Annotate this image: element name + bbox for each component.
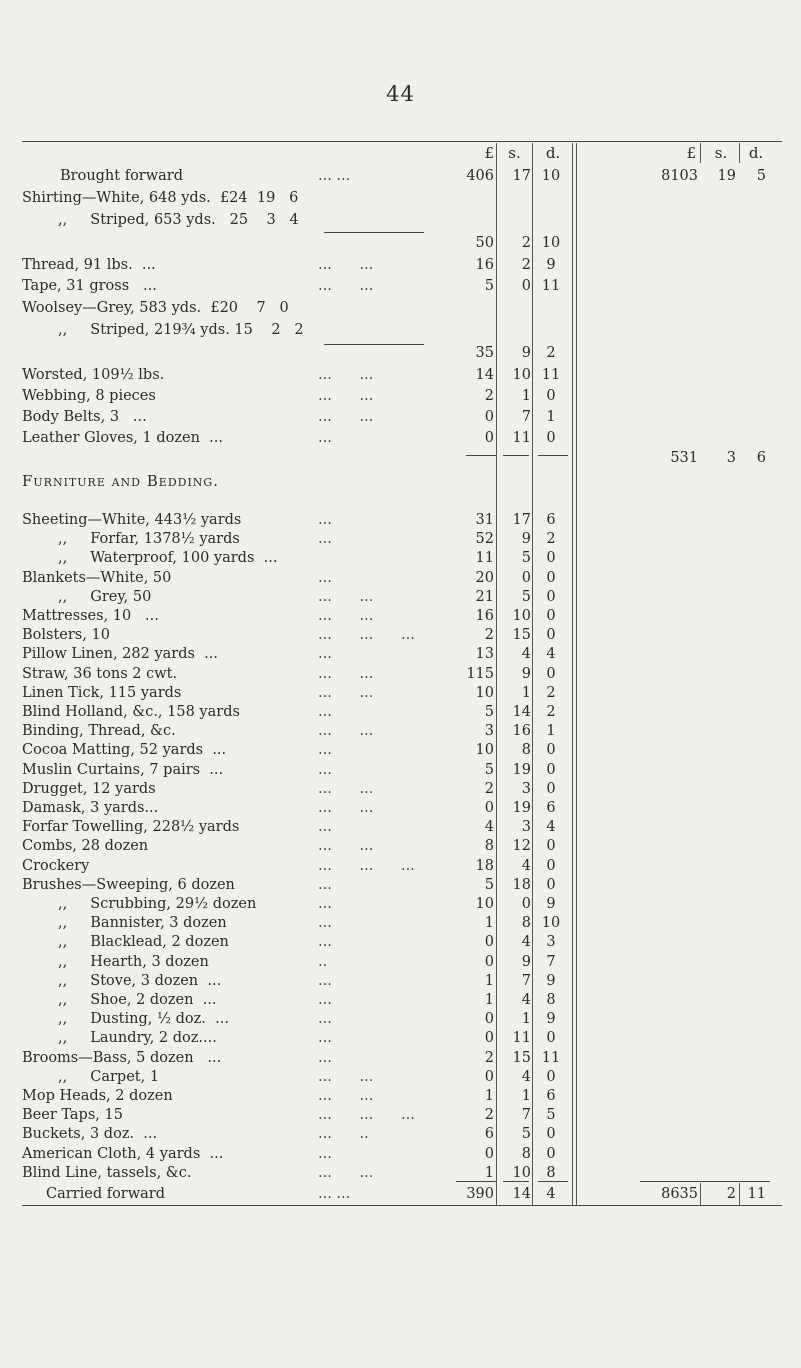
amount-shillings: 1	[521, 1088, 531, 1104]
amount-pence: 0	[546, 780, 556, 797]
ledger-row	[0, 932, 801, 952]
amount-pounds: 2	[484, 1049, 494, 1066]
amount-pounds: 0	[484, 1011, 494, 1028]
col-sep	[739, 143, 740, 163]
amount-pence: 0	[546, 608, 556, 624]
ledger-row	[0, 1067, 801, 1087]
amount-pounds: 0	[484, 409, 494, 425]
ledger-row	[0, 1009, 801, 1029]
row-label: ,, Stove, 3 dozen ...	[58, 972, 222, 989]
amount-shillings: 1	[521, 1011, 531, 1028]
row-leader: ...	[318, 646, 332, 663]
amount-shillings: 15	[512, 627, 531, 644]
row-label: ,, Shoe, 2 dozen ...	[58, 992, 217, 1008]
amount-pence: 11	[541, 367, 561, 383]
total-pence: 6	[756, 450, 766, 466]
row-label: ,, Bannister, 3 dozen	[58, 915, 227, 932]
amount-shillings: 8	[521, 742, 531, 759]
amount-pence: 1	[546, 409, 556, 425]
row-leader: ...	[318, 430, 332, 446]
amount-shillings: 4	[521, 646, 531, 663]
amount-pounds: 10	[475, 896, 494, 912]
amount-shillings: 17	[512, 168, 531, 184]
row-leader: ...	[318, 992, 332, 1008]
row-label: Body Belts, 3 ...	[22, 409, 147, 425]
row-label: Blind Holland, &c., 158 yards	[22, 704, 240, 720]
row-label: ,, Waterproof, 100 yards ...	[58, 550, 278, 567]
header-pounds: £	[484, 144, 494, 162]
row-leader: ... ...	[318, 409, 374, 425]
ledger-row	[0, 1144, 801, 1164]
amount-pounds: 50	[475, 235, 494, 251]
amount-shillings: 8	[521, 1145, 531, 1162]
amount-shillings: 4	[521, 934, 531, 951]
amount-pence: 10	[541, 168, 561, 184]
amount-pence: 9	[546, 257, 556, 273]
row-label: ,, Striped, 219¾ yds. 15 2 2	[58, 322, 304, 338]
shirting-line-2	[0, 210, 801, 230]
row-leader: ...	[318, 1145, 332, 1162]
row-label: Blankets—White, 50	[22, 569, 172, 586]
total-shillings: 19	[717, 168, 736, 184]
row-leader: ...	[318, 1011, 332, 1028]
ledger-row	[0, 625, 801, 645]
closing-rule-pounds	[456, 1181, 496, 1182]
ledger-row	[0, 990, 801, 1010]
row-leader: ... ... ...	[318, 1107, 415, 1124]
amount-pence: 8	[546, 1164, 556, 1181]
amount-pounds: 8	[484, 838, 494, 855]
top-rule	[22, 141, 782, 142]
amount-pence: 0	[546, 388, 556, 404]
amount-shillings: 7	[521, 1107, 531, 1124]
row-label: Muslin Curtains, 7 pairs ...	[22, 761, 224, 778]
amount-pounds: 4	[484, 819, 494, 836]
amount-pounds: 0	[484, 934, 494, 951]
amount-pence: 9	[546, 896, 556, 912]
ledger-row	[0, 606, 801, 626]
amount-shillings: 3	[521, 819, 531, 836]
ledger-row	[0, 952, 801, 972]
ledger-row	[0, 386, 801, 406]
total-pounds: 8103	[661, 168, 698, 184]
amount-shillings: 1	[521, 388, 531, 404]
amount-pounds: 0	[484, 1068, 494, 1085]
amount-pence: 10	[541, 235, 561, 251]
amount-pence: 0	[546, 1126, 556, 1143]
ledger-row	[0, 702, 801, 722]
ledger-row	[0, 971, 801, 991]
amount-shillings: 9	[521, 345, 531, 361]
amount-shillings: 3	[521, 780, 531, 797]
amount-pence: 0	[546, 588, 556, 605]
row-label: Sheeting—White, 443½ yards	[22, 512, 242, 528]
amount-pence: 5	[546, 1107, 556, 1124]
row-leader: ...	[318, 704, 332, 720]
ledger-row	[0, 760, 801, 780]
amount-shillings: 1	[521, 684, 531, 701]
row-leader: ... ...	[318, 1186, 351, 1202]
ledger-row	[0, 407, 801, 427]
row-label: Leather Gloves, 1 dozen ...	[22, 430, 223, 446]
row-label: Beer Taps, 15	[22, 1107, 123, 1124]
ledger-row	[0, 428, 801, 448]
row-leader: ... ...	[318, 665, 374, 682]
col-sep	[700, 143, 701, 163]
amount-pence: 2	[546, 345, 556, 361]
amount-shillings: 14	[512, 704, 531, 720]
row-leader: ...	[318, 896, 332, 912]
row-label: American Cloth, 4 yards ...	[22, 1145, 224, 1162]
row-leader: ...	[318, 531, 332, 548]
amount-shillings: 7	[521, 409, 531, 425]
ledger-row	[0, 875, 801, 895]
row-label: Crockery	[22, 857, 90, 874]
row-leader: ... ... ...	[318, 627, 415, 644]
amount-pence: 6	[546, 800, 556, 816]
amount-pounds: 1	[484, 992, 494, 1008]
row-label: ,, Hearth, 3 dozen	[58, 953, 209, 970]
row-leader: ...	[318, 915, 332, 932]
row-leader: ...	[318, 934, 332, 951]
amount-pounds: 1	[484, 1164, 494, 1181]
amount-pounds: 2	[484, 627, 494, 644]
row-leader: ...	[318, 972, 332, 989]
amount-shillings: 8	[521, 915, 531, 932]
row-label: Blind Line, tassels, &c.	[22, 1164, 192, 1181]
amount-pence: 11	[541, 1049, 561, 1066]
row-label: ,, Forfar, 1378½ yards	[58, 531, 240, 548]
amount-shillings: 5	[521, 1126, 531, 1143]
row-label: ,, Carpet, 1	[58, 1068, 160, 1085]
row-label: ,, Scrubbing, 29½ dozen	[58, 896, 257, 912]
row-leader: ... ...	[318, 608, 374, 624]
amount-pounds: 35	[475, 345, 494, 361]
row-label: Carried forward	[46, 1186, 166, 1202]
total-shillings: 3	[726, 450, 736, 466]
row-label: ,, Blacklead, 2 dozen	[58, 934, 229, 951]
header-shillings: s.	[508, 144, 521, 162]
shirting-line-1	[0, 188, 801, 208]
amount-pence: 3	[546, 934, 556, 951]
shirting-amount-row	[0, 233, 801, 253]
amount-pounds: 13	[475, 646, 494, 663]
row-leader: ... ...	[318, 278, 374, 294]
bottom-rule	[22, 1205, 782, 1206]
amount-pence: 0	[546, 876, 556, 893]
amount-pounds: 5	[484, 761, 494, 778]
amount-shillings: 7	[521, 972, 531, 989]
amount-shillings: 4	[521, 1068, 531, 1085]
ledger-row	[0, 365, 801, 385]
amount-pounds: 18	[475, 857, 494, 874]
row-label: Linen Tick, 115 yards	[22, 684, 182, 701]
row-leader: ...	[318, 819, 332, 836]
page-number: 44	[386, 82, 415, 106]
total-pounds: 8635	[661, 1186, 698, 1202]
amount-pounds: 0	[484, 953, 494, 970]
amount-shillings: 18	[512, 876, 531, 893]
ledger-row	[0, 1086, 801, 1106]
row-label: Worsted, 109½ lbs.	[22, 367, 165, 383]
row-label: Forfar Towelling, 228½ yards	[22, 819, 240, 836]
row-leader: ... ...	[318, 168, 351, 184]
amount-pence: 2	[546, 531, 556, 548]
amount-shillings: 11	[512, 1030, 531, 1047]
woolsey-line-1	[0, 298, 801, 318]
row-label: Thread, 91 lbs. ...	[22, 257, 156, 273]
amount-pounds: 31	[475, 512, 494, 528]
amount-pence: 0	[546, 742, 556, 759]
row-leader: ...	[318, 761, 332, 778]
amount-shillings: 16	[512, 723, 531, 740]
total-pence: 11	[747, 1186, 766, 1202]
amount-pounds: 2	[484, 388, 494, 404]
amount-shillings: 0	[521, 569, 531, 586]
amount-pounds: 0	[484, 800, 494, 816]
amount-pence: 6	[546, 1088, 556, 1104]
amount-pence: 9	[546, 972, 556, 989]
amount-pence: 0	[546, 1145, 556, 1162]
amount-pounds: 52	[475, 531, 494, 548]
row-label: Bolsters, 10	[22, 627, 110, 644]
ledger-row	[0, 856, 801, 876]
ledger-row	[0, 664, 801, 684]
amount-pounds: 10	[475, 742, 494, 759]
amount-pence: 0	[546, 569, 556, 586]
total-shillings: 2	[726, 1186, 736, 1202]
row-leader: ...	[318, 742, 332, 759]
amount-pounds: 5	[484, 704, 494, 720]
ledger-row	[0, 1163, 801, 1183]
row-leader: ... ...	[318, 367, 374, 383]
amount-pounds: 115	[466, 665, 494, 682]
row-leader: ..	[318, 953, 328, 970]
row-label: Pillow Linen, 282 yards ...	[22, 646, 218, 663]
ledger-row	[0, 721, 801, 741]
carried-forward-row	[0, 1184, 801, 1204]
total-pounds: 531	[670, 450, 698, 466]
amount-pence: 11	[541, 278, 561, 294]
amount-pence: 0	[546, 430, 556, 446]
row-leader: ... ...	[318, 838, 374, 855]
amount-pounds: 20	[475, 569, 494, 586]
row-label: Cocoa Matting, 52 yards ...	[22, 742, 227, 759]
amount-shillings: 15	[512, 1049, 531, 1066]
ledger-row	[0, 529, 801, 549]
ledger-row	[0, 798, 801, 818]
row-leader: ... ...	[318, 800, 374, 816]
amount-shillings: 4	[521, 857, 531, 874]
header-pounds-total: £	[686, 144, 696, 162]
total-pence: 5	[756, 168, 766, 184]
amount-pence: 0	[546, 1068, 556, 1085]
ledger-row	[0, 740, 801, 760]
ledger-row	[0, 587, 801, 607]
amount-pounds: 16	[475, 257, 494, 273]
amount-shillings: 10	[512, 608, 531, 624]
ledger-row	[0, 548, 801, 568]
row-leader: ...	[318, 569, 332, 586]
amount-pence: 0	[546, 550, 556, 567]
amount-shillings: 0	[521, 896, 531, 912]
amount-shillings: 12	[512, 838, 531, 855]
amount-pence: 0	[546, 761, 556, 778]
row-label: Woolsey—Grey, 583 yds. £20 7 0	[22, 300, 289, 316]
amount-pence: 6	[546, 512, 556, 528]
ledger-row	[0, 1124, 801, 1144]
header-pence-total: d.	[748, 144, 764, 162]
row-leader: ...	[318, 876, 332, 893]
row-label: ,, Striped, 653 yds. 25 3 4	[58, 212, 299, 228]
amount-shillings: 9	[521, 531, 531, 548]
row-leader: ...	[318, 1030, 332, 1047]
amount-pence: 0	[546, 627, 556, 644]
row-label: ,, Laundry, 2 doz....	[58, 1030, 217, 1047]
amount-pence: 0	[546, 857, 556, 874]
amount-shillings: 19	[512, 761, 531, 778]
amount-pounds: 0	[484, 1030, 494, 1047]
row-leader: ... ..	[318, 1126, 369, 1143]
amount-pence: 4	[546, 1186, 556, 1202]
row-leader: ... ...	[318, 388, 374, 404]
ledger-row	[0, 276, 801, 296]
amount-shillings: 14	[512, 1186, 531, 1202]
amount-shillings: 5	[521, 550, 531, 567]
ledger-row	[0, 683, 801, 703]
woolsey-line-2	[0, 320, 801, 340]
amount-pounds: 0	[484, 430, 494, 446]
row-label: Brushes—Sweeping, 6 dozen	[22, 876, 235, 893]
ledger-row	[0, 779, 801, 799]
row-leader: ... ...	[318, 723, 374, 740]
amount-pounds: 16	[475, 608, 494, 624]
row-label: Combs, 28 dozen	[22, 838, 149, 855]
amount-pounds: 2	[484, 780, 494, 797]
amount-pence: 7	[546, 953, 556, 970]
amount-shillings: 11	[512, 430, 531, 446]
row-label: Mop Heads, 2 dozen	[22, 1088, 173, 1104]
ledger-row	[0, 913, 801, 933]
header-pence: d.	[545, 144, 561, 162]
row-label: Damask, 3 yards...	[22, 800, 159, 816]
row-label: Webbing, 8 pieces	[22, 388, 156, 404]
amount-pence: 2	[546, 704, 556, 720]
amount-shillings: 9	[521, 665, 531, 682]
ledger-row	[0, 836, 801, 856]
amount-shillings: 5	[521, 588, 531, 605]
subtotal-row	[0, 448, 801, 468]
row-label: ,, Grey, 50	[58, 588, 152, 605]
row-label: Shirting—White, 648 yds. £24 19 6	[22, 190, 299, 206]
row-label: Buckets, 3 doz. ...	[22, 1126, 158, 1143]
amount-pounds: 21	[475, 588, 494, 605]
ledger-row	[0, 510, 801, 530]
row-leader: ... ... ...	[318, 857, 415, 874]
row-label: Straw, 36 tons 2 cwt.	[22, 665, 178, 682]
amount-pounds: 1	[484, 1088, 494, 1104]
ledger-row	[0, 568, 801, 588]
amount-pounds: 0	[484, 1145, 494, 1162]
amount-pounds: 6	[484, 1126, 494, 1143]
amount-shillings: 9	[521, 953, 531, 970]
amount-pence: 8	[546, 992, 556, 1008]
amount-pounds: 14	[475, 367, 494, 383]
amount-shillings: 10	[512, 1164, 531, 1181]
amount-pence: 4	[546, 819, 556, 836]
row-leader: ... ...	[318, 780, 374, 797]
amount-pounds: 1	[484, 915, 494, 932]
row-label: ,, Dusting, ½ doz. ...	[58, 1011, 229, 1028]
amount-pounds: 3	[484, 723, 494, 740]
amount-shillings: 4	[521, 992, 531, 1008]
row-leader: ... ...	[318, 1068, 374, 1085]
row-label: Mattresses, 10 ...	[22, 608, 159, 624]
amount-pence: 0	[546, 1030, 556, 1047]
amount-shillings: 0	[521, 278, 531, 294]
row-leader: ... ...	[318, 1164, 374, 1181]
woolsey-amount-row	[0, 343, 801, 363]
amount-shillings: 10	[512, 367, 531, 383]
amount-pence: 0	[546, 665, 556, 682]
row-label: Tape, 31 gross ...	[22, 278, 157, 294]
row-leader: ... ...	[318, 257, 374, 273]
ledger-row	[0, 817, 801, 837]
amount-pence: 0	[546, 838, 556, 855]
amount-shillings: 19	[512, 800, 531, 816]
row-leader: ... ...	[318, 588, 374, 605]
ledger-row	[0, 1105, 801, 1125]
amount-pounds: 406	[466, 168, 494, 184]
amount-pence: 1	[546, 723, 556, 740]
ledger-row	[0, 1048, 801, 1068]
amount-pence: 9	[546, 1011, 556, 1028]
amount-pence: 2	[546, 684, 556, 701]
ledger-row	[0, 644, 801, 664]
amount-pounds: 390	[466, 1186, 494, 1202]
ledger-row	[0, 1028, 801, 1048]
header-shillings-total: s.	[714, 144, 728, 162]
row-label: Drugget, 12 yards	[22, 780, 156, 797]
row-label: Brooms—Bass, 5 dozen ...	[22, 1049, 222, 1066]
amount-pounds: 1	[484, 972, 494, 989]
section-title: Furniture and Bedding.	[22, 472, 219, 490]
row-leader: ...	[318, 512, 332, 528]
ledger-row	[0, 255, 801, 275]
row-leader: ...	[318, 1049, 332, 1066]
amount-pounds: 5	[484, 278, 494, 294]
amount-pounds: 10	[475, 684, 494, 701]
amount-pounds: 11	[475, 550, 494, 567]
closing-rule-pence	[538, 1181, 568, 1182]
row-label: Binding, Thread, &c.	[22, 723, 176, 740]
amount-shillings: 17	[512, 512, 531, 528]
row-leader: ... ...	[318, 684, 374, 701]
amount-pounds: 2	[484, 1107, 494, 1124]
amount-shillings: 2	[521, 235, 531, 251]
amount-shillings: 2	[521, 257, 531, 273]
closing-rule-total	[640, 1181, 770, 1182]
brought-forward-row	[0, 166, 801, 186]
row-label: Brought forward	[60, 168, 184, 184]
amount-pence: 10	[541, 915, 561, 932]
closing-rule-shillings	[503, 1181, 529, 1182]
amount-pence: 4	[546, 646, 556, 663]
ledger-row	[0, 894, 801, 914]
row-leader: ... ...	[318, 1088, 374, 1104]
amount-pounds: 5	[484, 876, 494, 893]
